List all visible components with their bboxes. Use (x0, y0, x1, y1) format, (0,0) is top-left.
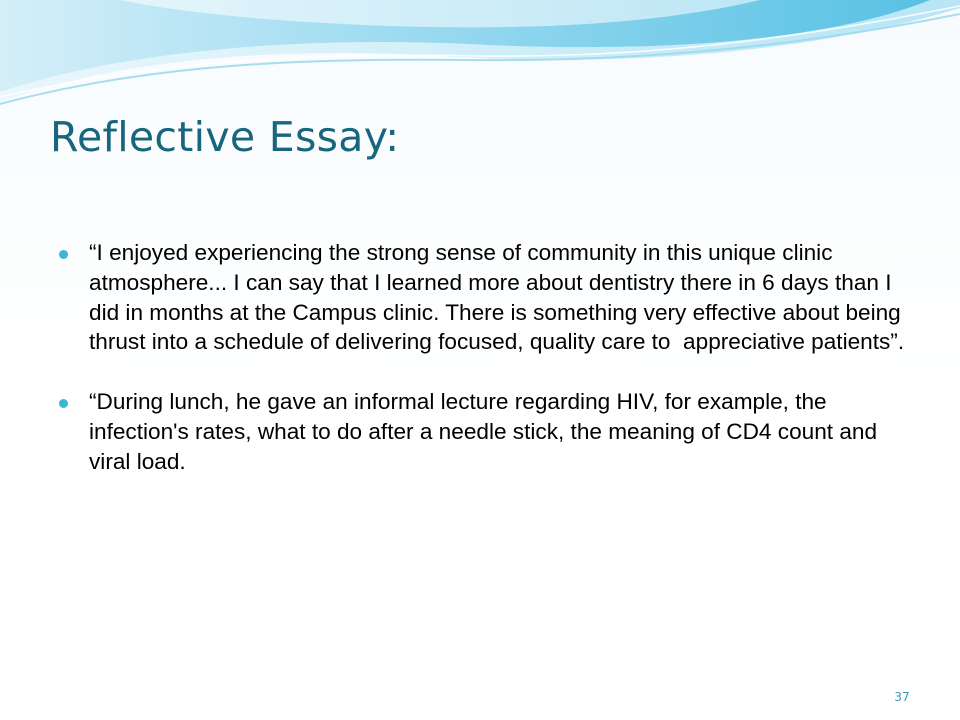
list-item (58, 238, 918, 357)
header-wave-graphic (0, 0, 960, 120)
bullet-list (58, 238, 918, 507)
slide-title: Reflective Essay: (50, 113, 400, 161)
quote-text: “During lunch, he gave an informal lecture regarding HIV, for example, the infection's rates, what to do after a needle stick, the meaning of CD4 count and viral load. (89, 389, 884, 474)
list-item (58, 387, 918, 476)
slide-number: 37 (894, 690, 910, 704)
bullet-dot-icon (59, 399, 68, 408)
quote-text: “I enjoyed experiencing the strong sense of community in this unique clinic atmosphere... I can say that I learned more about dentistry there in 6 days than I did in months at the Campus clinic. There is something very effective about being thrust into a schedule of delivering focused, quality care to appreciative patients”. (89, 240, 908, 355)
bullet-dot-icon (59, 250, 68, 259)
